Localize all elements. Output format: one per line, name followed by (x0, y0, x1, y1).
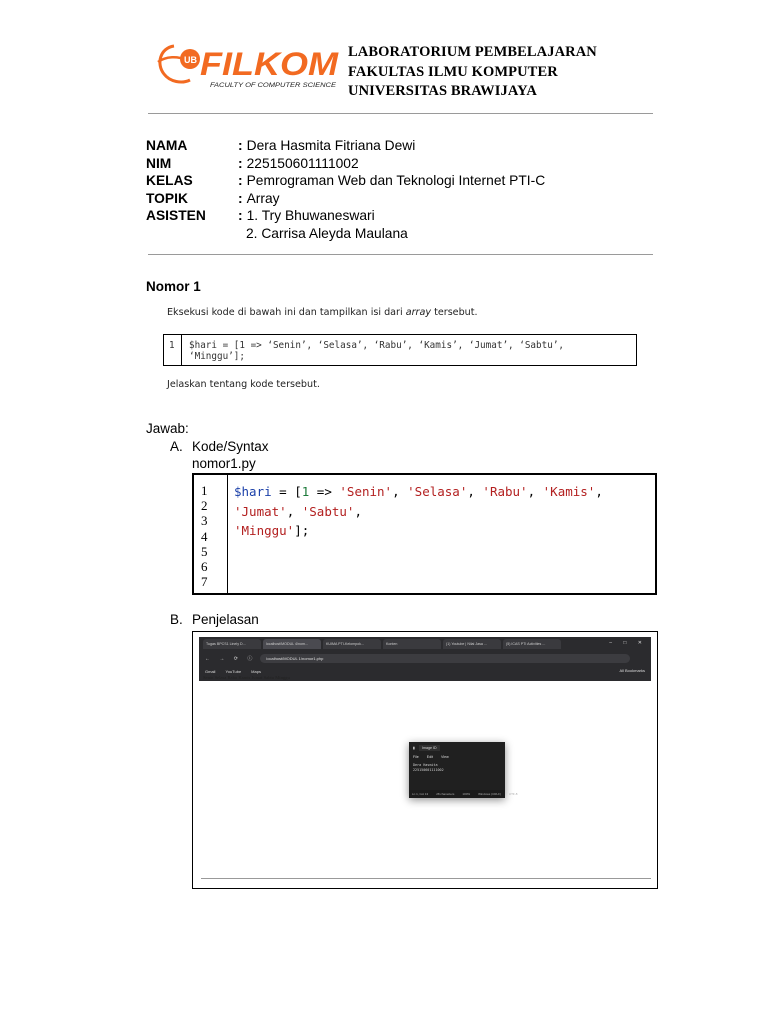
line-number: 6 (201, 559, 208, 575)
notepad-titlebar (409, 742, 505, 753)
logo-subtitle: FACULTY OF COMPUTER SCIENCE (210, 83, 338, 89)
notepad-menu (409, 753, 505, 760)
notepad-statusbar (409, 790, 518, 798)
code-line: $hari = [1 => 'Senin', 'Selasa', 'Rabu', 'Kamis', (234, 484, 603, 499)
logo-text: FILKOM (200, 46, 340, 82)
question-code-content (182, 335, 564, 365)
question-intro-emphasis: array (405, 307, 432, 318)
divider (148, 113, 653, 114)
browser-tabbar (199, 637, 651, 651)
window-controls[interactable]: – □ ✕ (609, 640, 647, 646)
line-number: 4 (201, 528, 208, 544)
line-number: 1 (201, 483, 208, 498)
lab-title (348, 43, 597, 102)
browser-tab[interactable]: Konten (383, 639, 441, 649)
identity-colon: : (238, 155, 243, 171)
notepad-status-item: 28 characters (436, 792, 455, 796)
page-output: Senin Selasa Rabu Kamis Jumat Sabtu Minggu (203, 675, 290, 680)
notepad-line: Dera Hasmita (413, 763, 438, 767)
screenshot-divider (201, 878, 651, 879)
identity-row-kelas (146, 172, 545, 190)
notepad-icon: ▮ (413, 745, 415, 750)
identity-row-nama (146, 137, 545, 155)
notepad-menu-file[interactable]: File (413, 754, 419, 759)
lab-title-line: UNIVERSITAS BRAWIJAYA (348, 83, 537, 99)
all-bookmarks[interactable]: All Bookmarks (619, 668, 645, 673)
identity-key: ASISTEN (146, 208, 206, 224)
line-number: 5 (201, 543, 208, 559)
identity-colon: : (238, 190, 243, 206)
notepad-window (409, 742, 518, 798)
line-number: 3 (201, 513, 208, 529)
notepad-status-item: Ln 1, Col 13 (412, 792, 429, 796)
identity-value: Dera Hasmita Fitriana Dewi (246, 138, 416, 153)
notepad-menu-view[interactable]: View (441, 754, 449, 759)
file-name: nomor1.py (192, 456, 256, 471)
identity-value: 225150601111002 (246, 155, 359, 171)
filkom-logo (156, 42, 340, 94)
code-content (228, 475, 603, 593)
bookmark-gmail[interactable]: Gmail (205, 668, 216, 674)
browser-tab[interactable]: (1) Youtube | Nilai Jasa ... (443, 639, 501, 649)
identity-colon: : (238, 138, 243, 153)
question-code-line: $hari = [1 => ‘Senin’, ‘Selasa’, ‘Rabu’, ‘Kamis’, ‘Jumat’, ‘Sabtu’, (189, 340, 565, 351)
identity-value: Pemrograman Web dan Teknologi Internet PTI-C (246, 173, 546, 189)
notepad-status-item: UTF-8 (508, 792, 518, 796)
list-letter: B. (170, 612, 183, 627)
identity-value: 2. Carrisa Aleyda Maulana (246, 225, 408, 241)
browser-tab[interactable]: KUIMA PTI-Kelompok... (323, 639, 381, 649)
browser-tab[interactable]: Tugas BPCS1 Linely D... (203, 639, 261, 649)
identity-block (146, 137, 545, 243)
notepad-body[interactable] (409, 760, 505, 776)
logo-badge: UB (184, 55, 197, 65)
identity-key: KELAS (146, 173, 193, 189)
browser-tab[interactable]: (5) ICAS PTI Activities ... (503, 639, 561, 649)
output-screenshot (192, 631, 658, 889)
identity-value: Array (246, 190, 280, 206)
list-label: Kode/Syntax (192, 439, 269, 454)
line-numbers (194, 475, 228, 593)
identity-row-topik (146, 190, 545, 208)
question-code-box (163, 334, 637, 366)
answer-code-box (192, 473, 657, 595)
notepad-status-item: 100% (462, 792, 471, 796)
list-label: Penjelasan (192, 612, 259, 627)
notepad-menu-edit[interactable]: Edit (426, 754, 433, 759)
notepad-status-item: Windows (CRLF) (478, 792, 501, 796)
question-intro: Eksekusi kode di bawah ini dan tampilkan isi dari array tersebut. (167, 307, 478, 318)
question-code-line: ‘Minggu’]; (189, 351, 245, 362)
section-title: Nomor 1 (146, 279, 201, 294)
code-line: 'Minggu']; (234, 523, 310, 538)
identity-row-nim (146, 155, 545, 173)
identity-key: NIM (146, 155, 172, 171)
identity-colon: : (238, 173, 243, 189)
nav-icons[interactable]: ← → ⟳ ⓘ (205, 655, 257, 662)
bookmark-youtube[interactable]: YouTube (225, 668, 242, 674)
line-number: 7 (201, 574, 208, 590)
question-outro: Jelaskan tentang kode tersebut. (167, 379, 320, 390)
address-bar (199, 651, 651, 665)
answer-item-b (170, 612, 259, 627)
notepad-tab[interactable]: Image ID (419, 745, 440, 751)
identity-key: NAMA (146, 138, 188, 153)
browser-tab-active[interactable]: localhost/MODUL 4/nom... (263, 639, 321, 649)
question-code-line-number: 1 (164, 335, 182, 365)
list-letter: A. (170, 439, 183, 454)
lab-title-line: LABORATORIUM PEMBELAJARAN (348, 44, 597, 60)
line-number: 2 (201, 498, 208, 514)
lab-title-line: FAKULTAS ILMU KOMPUTER (348, 63, 558, 80)
identity-row-asisten-2 (146, 225, 545, 243)
divider (148, 254, 653, 255)
identity-value: 1. Try Bhuwaneswari (246, 208, 375, 224)
identity-key: TOPIK (146, 190, 188, 206)
identity-colon: : (238, 208, 243, 224)
code-line: 'Jumat', 'Sabtu', (234, 503, 362, 519)
notepad-line: 225150601111002 (413, 768, 444, 772)
bookmark-maps[interactable]: Maps (251, 668, 261, 674)
answer-label: Jawab: (146, 421, 189, 436)
answer-item-a (170, 438, 269, 456)
url-field[interactable]: localhost/MODUL 1/nomor1.php (260, 654, 630, 663)
identity-row-asisten (146, 207, 545, 225)
